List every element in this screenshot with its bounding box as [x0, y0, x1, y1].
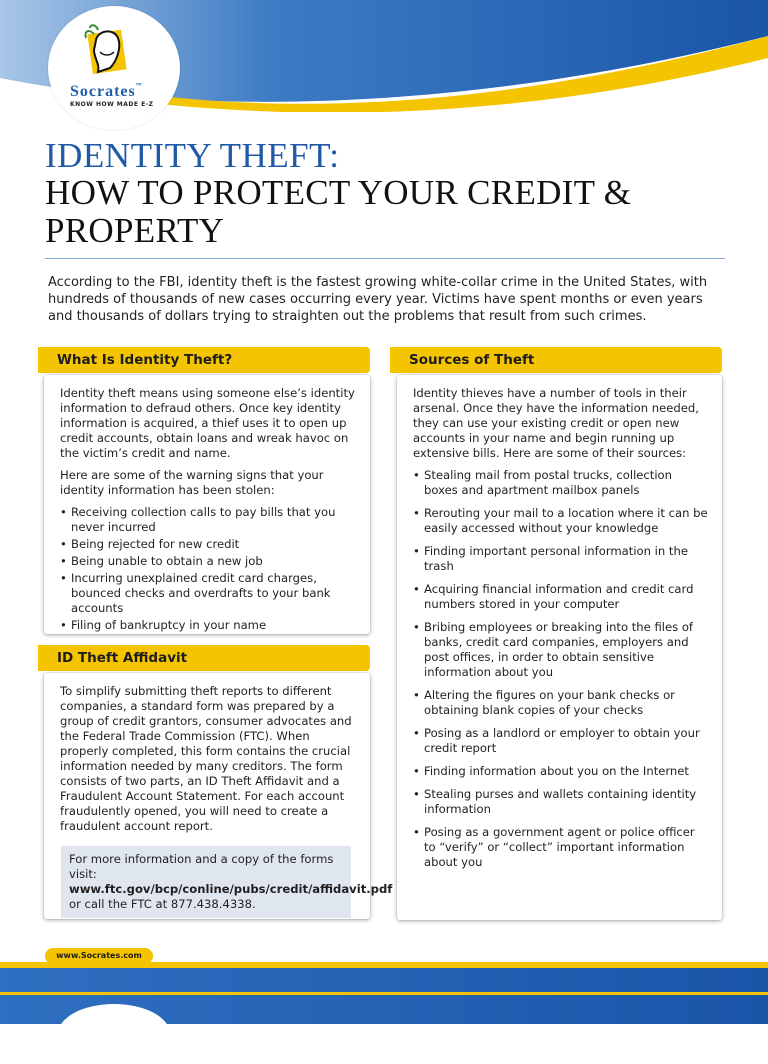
list-item: • Posing as a landlord or employer to obtain your credit report	[413, 726, 708, 756]
list-item: • Altering the figures on your bank checks or obtaining blank copies of your checks	[413, 688, 708, 718]
list-item: • Stealing purses and wallets containing identity information	[413, 787, 708, 817]
list-item: • Finding information about you on the Internet	[413, 764, 708, 779]
warning-signs-intro: Here are some of the warning signs that your identity information has been stolen:	[60, 468, 324, 497]
what-is-card	[44, 375, 370, 634]
intro-paragraph: According to the FBI, identity theft is the fastest growing white-collar crime in the United States, with hundreds of thousands of new cases occurring every year. Victims have spent months or even years and thousands of dollars trying to straighten out the problems that result from such crimes.	[48, 275, 708, 324]
list-item: • Rerouting your mail to a location where it can be easily accessed without your knowledge	[413, 506, 708, 536]
section-heading-what-is: What Is Identity Theft?	[38, 347, 370, 373]
ftc-info-box	[61, 846, 393, 918]
title-divider	[45, 258, 725, 259]
ftc-affidavit-link[interactable]: www.ftc.gov/bcp/conline/pubs/credit/affidavit.pdf	[69, 882, 393, 896]
section-heading-affidavit: ID Theft Affidavit	[38, 645, 370, 671]
affidavit-paragraph: To simplify submitting theft reports to different companies, a standard form was prepared by a group of credit grantors, consumer advocates and the Federal Trade Commission (FTC). When properly completed, this form contains the crucial information needed by many creditors. The form consists of two parts, an ID Theft Affidavit and a Fraudulent Account Statement. For each account fraudulently opened, you will need to create a fraudulent account report.	[60, 684, 352, 833]
list-item: • Being unable to obtain a new job	[60, 554, 356, 569]
page-title-line2: HOW TO PROTECT YOUR CREDIT & PROPERTY	[45, 173, 632, 250]
ftc-info-prefix: For more information and a copy of the forms visit:	[69, 852, 334, 881]
list-item: • Bribing employees or breaking into the files of banks, credit card companies, employers and post offices, in order to obtain sensitive information about you	[413, 620, 708, 680]
list-item: • Incurring unexplained credit card charges, bounced checks and overdrafts to your bank accounts	[60, 571, 356, 616]
logo-wordmark: Socrates™	[70, 83, 143, 100]
what-is-paragraph: Identity theft means using someone else’s identity information to defraud others. Once key identity information is acquired, a thief uses it to open up credit accounts, obtain loans and wreak havoc on the victim’s credit and name.	[60, 386, 355, 460]
warning-signs-list	[60, 505, 356, 633]
footer-url[interactable]: www.Socrates.com	[45, 948, 153, 964]
list-item: • Posing as a government agent or police officer to “verify” or “collect” important information about you	[413, 825, 708, 870]
list-item: • Acquiring financial information and credit card numbers stored in your computer	[413, 582, 708, 612]
list-item: • Being rejected for new credit	[60, 537, 356, 552]
page-title-line1: IDENTITY THEFT:	[45, 136, 340, 175]
sources-paragraph: Identity thieves have a number of tools in their arsenal. Once they have the information needed, they can use your existing credit or open new accounts in your name and begin running up extensive bills. Here are some of their sources:	[413, 386, 699, 460]
ftc-info-suffix: or call the FTC at 877.438.4338.	[69, 897, 256, 911]
logo-tagline: KNOW HOW MADE E-Z	[70, 101, 154, 108]
list-item: • Filing of bankruptcy in your name	[60, 618, 356, 633]
sources-card	[397, 375, 722, 920]
affidavit-card	[44, 673, 393, 919]
list-item: • Receiving collection calls to pay bills that you never incurred	[60, 505, 356, 535]
list-item: • Finding important personal information in the trash	[413, 544, 708, 574]
footer-logo-badge	[58, 1004, 170, 1064]
sources-list	[413, 468, 708, 870]
section-heading-sources: Sources of Theft	[390, 347, 722, 373]
list-item: • Stealing mail from postal trucks, collection boxes and apartment mailbox panels	[413, 468, 708, 498]
socrates-bust-icon	[76, 22, 136, 82]
